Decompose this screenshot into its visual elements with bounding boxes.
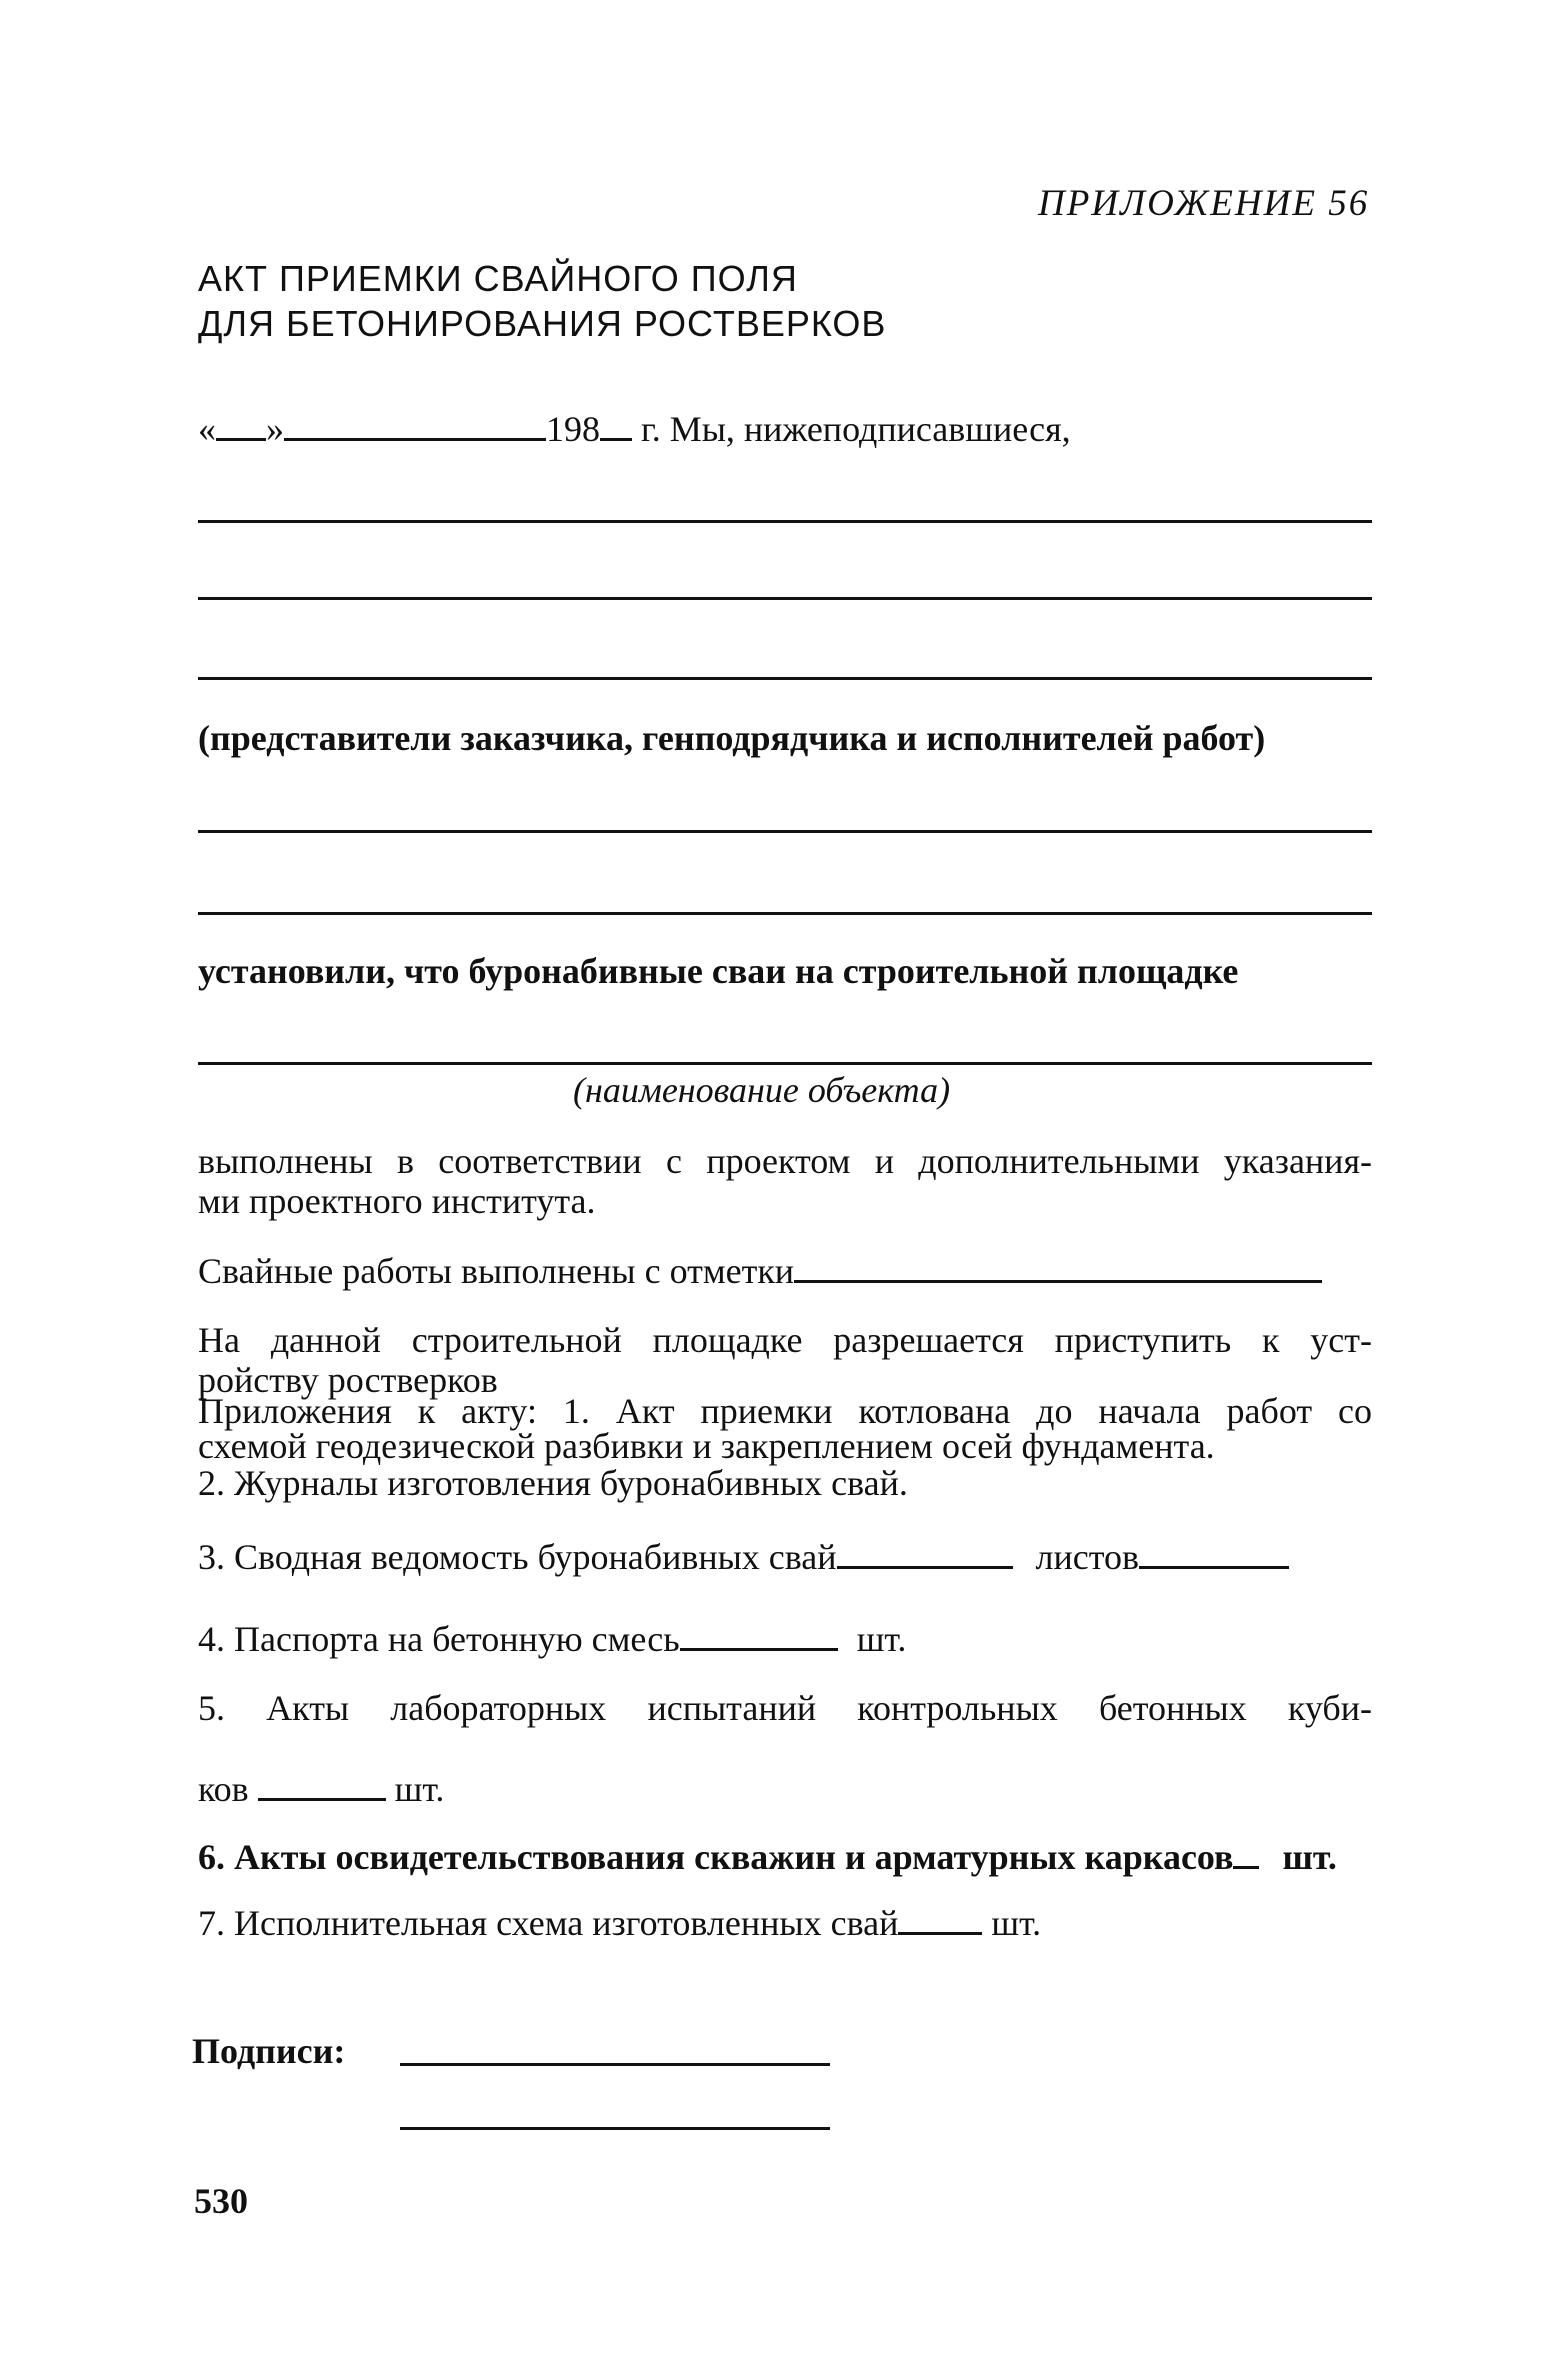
date-line: [198, 408, 1071, 447]
attachment-item-4: [198, 1618, 906, 1657]
representatives-blank-5[interactable]: [198, 912, 1372, 915]
attachments-intro-1: Приложения к акту: 1. Акт приемки котлована до начала работ со: [198, 1391, 1372, 1431]
attachment-item-2: 2. Журналы изготовления буронабивных свай.: [198, 1463, 908, 1503]
day-blank[interactable]: [216, 408, 266, 441]
elevation-blank[interactable]: [794, 1250, 1322, 1283]
permission-line-2: ройству ростверков: [198, 1360, 498, 1400]
attachments-intro-2: схемой геодезической разбивки и закреплением осей фундамента.: [198, 1426, 1215, 1466]
representatives-caption: (представители заказчика, генподрядчика и исполнителей работ): [198, 718, 1266, 758]
object-caption: (наименование объекта): [573, 1070, 951, 1110]
representatives-blank-3[interactable]: [198, 677, 1372, 680]
item-6-unit: шт.: [1282, 1837, 1337, 1877]
attachment-item-5-line-2: [198, 1768, 444, 1807]
page-number: 530: [194, 2181, 248, 2221]
date-line-text: г. Мы, нижеподписавшиеся,: [641, 409, 1071, 449]
representatives-blank-2[interactable]: [198, 597, 1372, 600]
representatives-blank-4[interactable]: [198, 830, 1372, 833]
compliance-line-1: выполнены в соответствии с проектом и дополнительными указания-: [198, 1141, 1372, 1181]
attachment-item-6: [198, 1836, 1337, 1875]
year-blank[interactable]: [600, 408, 632, 441]
year-prefix: 198: [546, 409, 600, 449]
item-3-unit: листов: [1035, 1537, 1140, 1577]
item-7-unit: шт.: [991, 1903, 1042, 1943]
item-5-unit: шт.: [394, 1769, 445, 1809]
attachment-item-3: [198, 1536, 1289, 1575]
item-7-text: 7. Исполнительная схема изготовленных свай: [198, 1903, 899, 1943]
month-blank[interactable]: [284, 408, 546, 441]
item-7-blank[interactable]: [898, 1902, 982, 1935]
signature-blank-1[interactable]: [400, 2063, 830, 2066]
item-4-unit: шт.: [856, 1619, 907, 1659]
permission-line-1: На данной строительной площадке разрешается приступить к уст-: [198, 1320, 1372, 1360]
appendix-label: ПРИЛОЖЕНИЕ 56: [1038, 183, 1370, 224]
item-6-text: 6. Акты освидетельствования скважин и арматурных каркасов: [198, 1837, 1234, 1877]
object-name-blank[interactable]: [198, 1062, 1372, 1065]
item-3-text: 3. Сводная ведомость буронабивных свай: [198, 1537, 837, 1577]
item-5-blank[interactable]: [258, 1768, 386, 1801]
title-line-1: АКТ ПРИЕМКИ СВАЙНОГО ПОЛЯ: [198, 258, 798, 299]
signatures-label: Подписи:: [192, 2031, 346, 2071]
item-6-blank[interactable]: [1233, 1836, 1259, 1869]
pile-work-text: Свайные работы выполнены с отметки: [198, 1251, 795, 1291]
item-5-text: ков: [198, 1769, 249, 1809]
item-3-sheets-blank[interactable]: [1139, 1536, 1289, 1569]
title-line-2: ДЛЯ БЕТОНИРОВАНИЯ РОСТВЕРКОВ: [198, 303, 887, 344]
date-open-quote: «: [198, 409, 216, 449]
established-text: установили, что буронабивные сваи на строительной площадке: [198, 951, 1239, 991]
compliance-line-2: ми проектного института.: [198, 1181, 596, 1221]
representatives-blank-1[interactable]: [198, 520, 1372, 523]
item-3-count-blank[interactable]: [837, 1536, 1013, 1569]
item-4-blank[interactable]: [680, 1618, 838, 1651]
attachment-item-5-line-1: 5. Акты лабораторных испытаний контрольных бетонных куби-: [198, 1688, 1372, 1728]
attachment-item-7: [198, 1902, 1041, 1941]
signature-blank-2[interactable]: [400, 2127, 830, 2130]
date-close-quote: »: [266, 409, 284, 449]
pile-work-line: [198, 1250, 1322, 1289]
item-4-text: 4. Паспорта на бетонную смесь: [198, 1619, 680, 1659]
